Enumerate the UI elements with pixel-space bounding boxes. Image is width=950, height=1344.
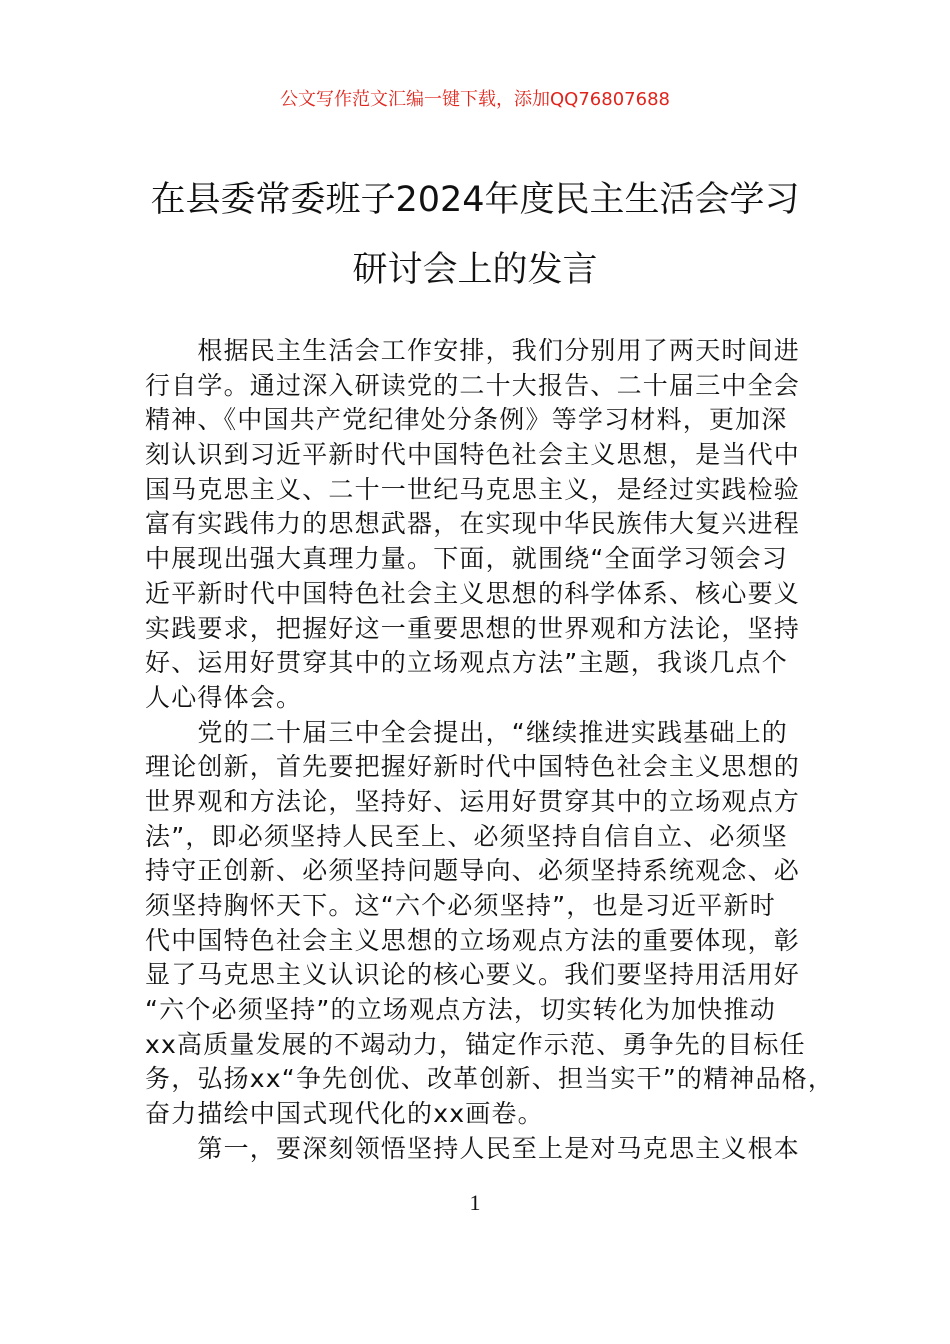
body-text-line: 世界观和方法论，坚持好、运用好贯穿其中的立场观点方 bbox=[145, 786, 801, 816]
body-text-line: 第一，要深刻领悟坚持人民至上是对马克思主义根本 bbox=[145, 1133, 801, 1163]
document-title-line-1: 在县委常委班子2024年度民主生活会学习 bbox=[150, 180, 800, 220]
body-text-line: 根据民主生活会工作安排，我们分别用了两天时间进 bbox=[145, 336, 801, 365]
body-text-line: 好、运用好贯穿其中的立场观点方法”主题，我谈几点个 bbox=[145, 648, 788, 678]
body-text-line: 中展现出强大真理力量。下面，就围绕“全面学习领会习 bbox=[145, 544, 788, 574]
body-text-line: 持守正创新、必须坚持问题导向、必须坚持系统观念、必 bbox=[145, 856, 801, 886]
promo-header: 公文写作范文汇编一键下载，添加QQ76807688 bbox=[280, 89, 670, 110]
body-text-line: 须坚持胸怀天下。这“六个必须坚持”，也是习近平新时 bbox=[145, 891, 776, 920]
body-text-line: 奋力描绘中国式现代化的xx画卷。 bbox=[145, 1099, 544, 1129]
document-body bbox=[145, 334, 835, 1167]
document-title-line-2: 研讨会上的发言 bbox=[352, 250, 598, 290]
body-text-line: 代中国特色社会主义思想的立场观点方法的重要体现，彰 bbox=[145, 925, 801, 955]
body-text-line: 行自学。通过深入研读党的二十大报告、二十届三中全会 bbox=[145, 370, 801, 400]
body-text-line: 理论创新，首先要把握好新时代中国特色社会主义思想的 bbox=[145, 752, 801, 782]
body-text-line: 党的二十届三中全会提出，“继续推进实践基础上的 bbox=[145, 717, 788, 747]
body-text-line: 实践要求，把握好这一重要思想的世界观和方法论，坚持 bbox=[145, 613, 801, 643]
body-text-line: 显了马克思主义认识论的核心要义。我们要坚持用活用好 bbox=[145, 960, 801, 990]
body-text-line: 人心得体会。 bbox=[145, 682, 303, 712]
page-number: 1 bbox=[469, 1190, 481, 1215]
body-text-line: “六个必须坚持”的立场观点方法，切实转化为加快推动 bbox=[145, 995, 776, 1025]
body-text-line: xx高质量发展的不竭动力，锚定作示范、勇争先的目标任 bbox=[145, 1029, 806, 1059]
body-text-line: 刻认识到习近平新时代中国特色社会主义思想，是当代中 bbox=[145, 440, 801, 470]
body-text-line: 富有实践伟力的思想武器，在实现中华民族伟大复兴进程 bbox=[145, 509, 801, 539]
body-text-line: 法”，即必须坚持人民至上、必须坚持自信自立、必须坚 bbox=[145, 821, 788, 851]
body-text-line: 国马克思主义、二十一世纪马克思主义，是经过实践检验 bbox=[145, 474, 801, 504]
body-text-line: 近平新时代中国特色社会主义思想的科学体系、核心要义 bbox=[145, 578, 801, 608]
body-text-line: 精神、《中国共产党纪律处分条例》等学习材料，更加深 bbox=[145, 405, 788, 435]
body-text-line: 务，弘扬xx“争先创优、改革创新、担当实干”的精神品格， bbox=[145, 1064, 835, 1094]
